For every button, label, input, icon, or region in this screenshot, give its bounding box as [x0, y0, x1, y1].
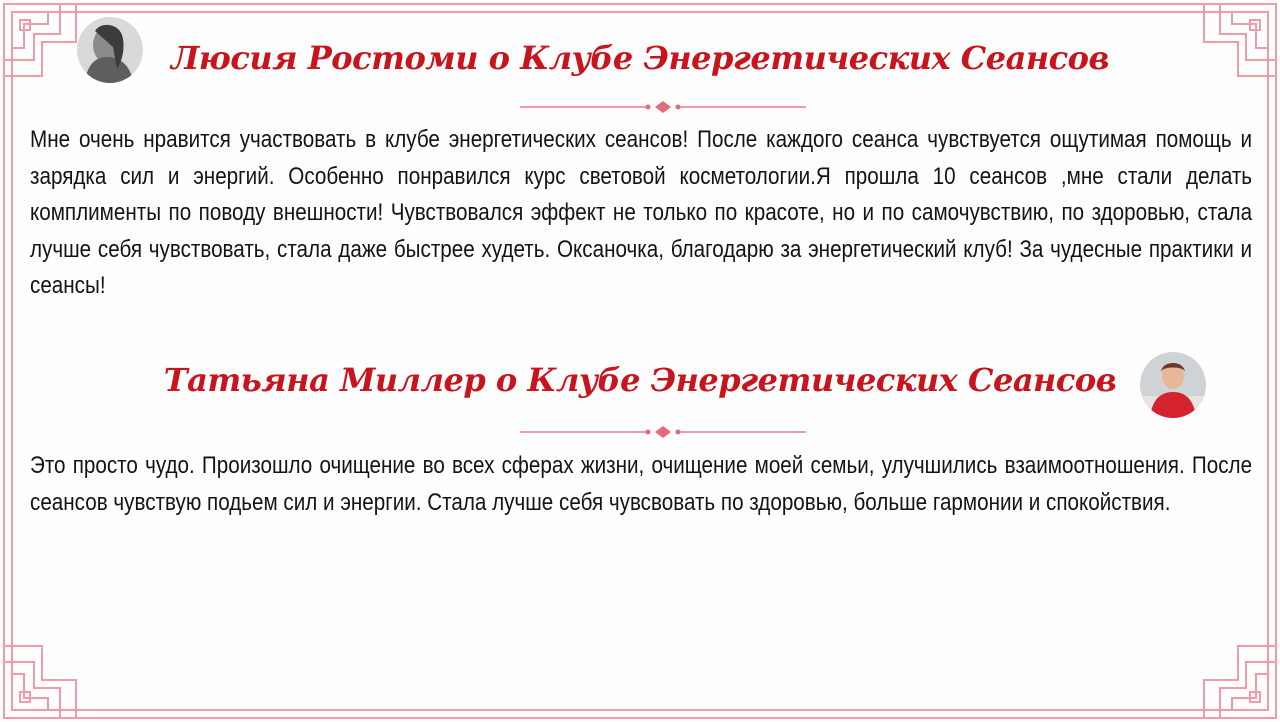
testimonial-heading: Татьяна Миллер о Клубе Энергетических Сеансов	[163, 361, 1117, 399]
testimonial-text: Это просто чудо. Произошло очищение во всех сферах жизни, очищение моей семьи, улучшились взаимоотношения. После сеансов чувствую подьем сил и энергии. Стала лучше себя чувсвовать по здоровью, больше гармонии и спокойствия.	[30, 452, 1253, 516]
woman-portrait-red-jacket-icon	[1140, 352, 1206, 418]
testimonial-heading: Люсия Ростоми о Клубе Энергетических Сеансов	[171, 39, 1109, 77]
ornament-divider	[520, 100, 806, 114]
testimonial-text: Мне очень нравится участвовать в клубе энергетических сеансов! После каждого сеанса чувствуется ощутимая помощь и зарядка сил и энергий. Особенно понравился курс световой косметологии.Я прошла 10 сеансов ,мне стали делать комплименты по поводу внешности! Чувствовался эффект не только по красоте, но и по самочувствию, по здоровью, стала лучше себя чувствовать, стала даже быстрее худеть. Оксаночка, благодарю за энергетический клуб! За чудесные практики и сеансы!	[30, 126, 1253, 299]
ornament-divider	[520, 425, 806, 439]
avatar	[1140, 352, 1206, 418]
